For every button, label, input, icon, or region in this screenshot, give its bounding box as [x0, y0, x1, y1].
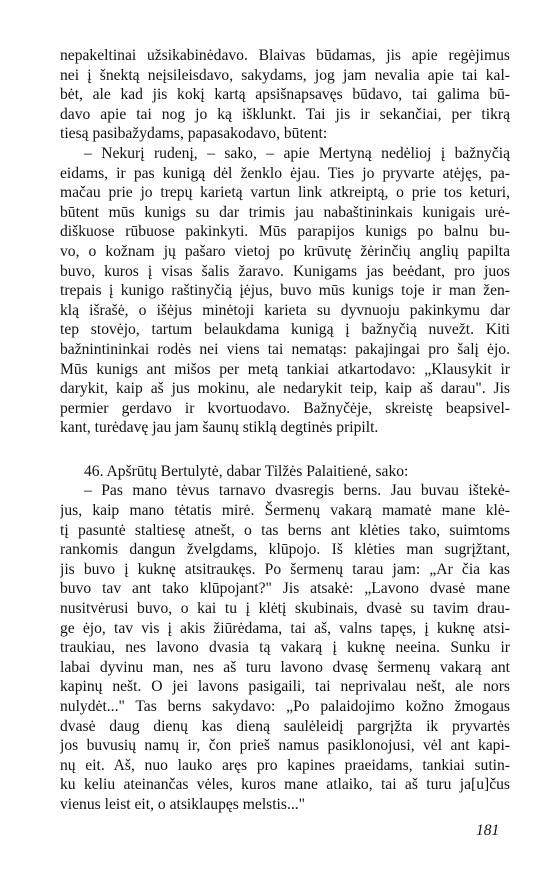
text-line: klą išrašė, o išėjus minėtoji karieta su dyvnuoju pakinkymu dar [60, 301, 510, 319]
text-line: 46. Apšrūtų Bertulytė, dabar Tilžės Palaitienė, sako: [84, 462, 409, 480]
text-line: ku keliu ateinančas vėles, kuros mane atlaiko, tai aš turu ja[u]čus [60, 776, 510, 794]
text-line: nei į šnektą neįsileisdavo, sakydams, jog jam nevalia apie tai kal- [60, 66, 510, 84]
paragraph-1 [60, 46, 510, 144]
paragraph-2 [60, 144, 510, 438]
page-number: 181 [476, 822, 500, 839]
text-line: ge ėjo, tav vis į akis žiūrėdama, tai aš, valns tapęs, į kuknę atsi- [60, 619, 510, 637]
text-line: eidams, ir pas kunigą dėl ženklo ėjau. Ties jo pryvarte atėjęs, pa- [60, 164, 510, 182]
text-line: darykit, kaip aš jus mokinu, ale nedarykit teip, kaip aš darau". Jis [60, 380, 510, 398]
text-line: tiesą pasibažydams, papasakodavo, būtent: [60, 125, 328, 143]
paragraph-3 [60, 462, 510, 815]
text-line: nų eit. Aš, nuo lauko aręs pro kapines praeidams, tankiai sutin- [60, 756, 510, 774]
text-line: buvo tav ant tako klūpojant?" Jis atsakė: „Lavono dvasė mane [60, 580, 510, 598]
text-line: kapinų nešt. O jei lavons pasigaili, tai neprivalau nešt, ale nors [60, 678, 510, 696]
text-line: bažnintininkai rodės nei viens tai nematąs: pakajingai pro šalį ėjo. [60, 340, 510, 358]
text-line: davo apie tai nog jo ką išklunkt. Tai jis ir sekančiai, per tikrą [60, 105, 510, 123]
text-line: Mūs kunigs ant mišos per metą tankiai atkartodavo: „Klausykit ir [60, 360, 510, 378]
text-line: mačau prie jo trepų karietą vartun link atkreiptą, o prie tos keturi, [60, 184, 510, 202]
paragraph-gap [60, 438, 510, 462]
text-line: trepais į kunigo raštinyčią įėjus, buvo mūs kunigs toje ir man žen- [60, 282, 510, 300]
text-line: būtent mūs kunigs su dar trimis jau nabaštininkais kunigais urė- [60, 203, 510, 221]
text-line: – Pas mano tėvus tarnavo dvasregis berns. Jau buvau ištekė- [84, 482, 510, 500]
text-line: rankomis dangun žvelgdams, klūpojo. Iš klėties man sugrįžtant, [60, 541, 510, 559]
text-line: tį pasuntė staltiesę atnešt, o tas berns ant klėties tako, suimtoms [60, 521, 510, 539]
document-page [60, 46, 510, 815]
text-line: tep stovėjo, tartum belaukdama kunigą į bažnyčią nuvežt. Kiti [60, 321, 510, 339]
text-line: jus, kaip mano tėtatis mirė. Šermenų vakarą mamatė mane klė- [60, 502, 510, 520]
text-line: labai dyvinu man, nes aš turu lavono dvasę šermenų vakarą ant [60, 658, 510, 676]
text-line: kant, turėdavę jau jam šaunų stiklą degtinės pripilt. [60, 419, 379, 437]
text-line: traukiau, nes lavono dvasia tą vakarą į kuknę neeina. Sunku ir [60, 639, 510, 657]
text-line: nepakeltinai užsikabinėdavo. Blaivas būdamas, jis apie regėjimus [60, 47, 510, 64]
text-line: nulydėt..." Tas berns sakydavo: „Po palaidojimo kožno žmogaus [60, 698, 510, 715]
text-line: jis buvo į kuknę atsitraukęs. Po šermenų tarau jam: „Ar čia kas [60, 560, 510, 578]
text-line: jos buvusių namų ir, čon prieš namus pasiklonojusi, vėl ant kapi- [60, 737, 510, 755]
text-line: buvo, kuros į visas šalis žaravo. Kunigams jas beėdant, pro juos [60, 262, 510, 280]
text-line: dvasė daug dienų kas dieną saulėleidį pargrįžta ik pryvartės [60, 717, 510, 735]
text-line: permier gerdavo ir kvortuodavo. Bažnyčėje, skreistę beapsivel- [60, 399, 510, 417]
text-line: vo, o kožnam jų pašaro vietoj po krūvutę žėrinčių anglių papilta [60, 242, 510, 260]
text-line: nusitvėrusi buvo, o kai tu į klėtį skubinais, dvasė su tavim drau- [60, 600, 510, 618]
text-line: bėt, ale kad jis kokį kartą apsišnapsavęs būdavo, tai galima bū- [60, 86, 510, 104]
text-line: diškuose rūbuose pakinkyti. Mūs parapijos kunigs po balnu bu- [60, 223, 510, 241]
text-line: – Nekurį rudenį, – sako, – apie Mertyną nedėlioj į bažnyčią [84, 144, 510, 162]
text-line: vienus leist eit, o atsiklaupęs melstis..." [60, 795, 306, 813]
